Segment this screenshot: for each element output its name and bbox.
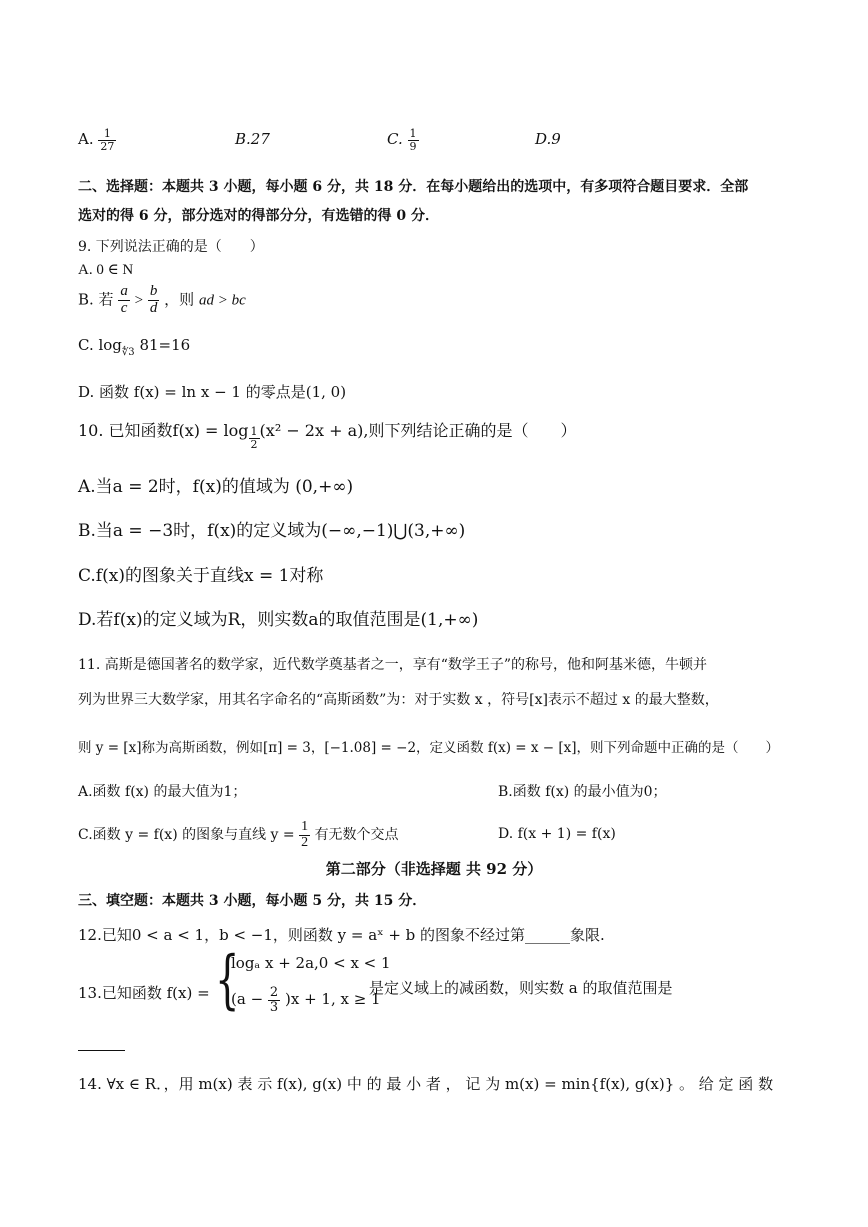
q8-choice-b: B.27	[235, 130, 270, 148]
q13-prefix: 13.已知函数 f(x) =	[78, 984, 210, 1002]
q11-option-a: A.函数 f(x) 的最大值为1；	[78, 784, 247, 800]
q11-option-d: D. f(x + 1) = f(x)	[498, 826, 616, 842]
q9-stem: 9. 下列说法正确的是（ ）	[78, 239, 264, 255]
q9-option-c: C. $\log_{∜3} 81=16$	[78, 336, 191, 358]
q10-option-d: D.若f(x)的定义域为R，则实数a的取值范围是(1,+∞)	[78, 610, 479, 630]
part2-title: 第二部分（非选择题 共 92 分）	[325, 860, 543, 878]
q10-option-c: C.f(x)的图象关于直线x = 1对称	[78, 566, 324, 586]
q9-b-fraction-2: $\frac{b}{d}$	[149, 283, 158, 316]
q13-piece-2: (a − $\frac{2}{3}$ )x + 1, x ≥ 1	[231, 985, 381, 1015]
q11-line-2: 列为世界三大数学家，用其名字命名的“高斯函数”为：对于实数 x ，符号[x]表示不超过 x 的最大整数，	[78, 692, 719, 708]
q10-option-b: B.当a = −3时，f(x)的定义域为(−∞,−1)⋃(3,+∞)	[78, 521, 466, 541]
q9-option-b: B. 若 $\frac{a}{c}$ > $\frac{b}{d}$ ，则 ad > bc	[78, 283, 246, 316]
q11-line-3: 则 y = [x]称为高斯函数，例如[π] = 3，[−1.08] = −2，定义函数 f(x) = x − [x]，则下列命题中正确的是（ ）	[78, 740, 780, 756]
q13-piece-2-fraction: $\frac{2}{3}$	[269, 985, 279, 1015]
q8-choice-a: A. $\frac{1}{27}$	[78, 127, 115, 153]
q13-brace: {	[215, 943, 240, 1017]
q9-option-a: A. 0 ∈ N	[78, 262, 134, 278]
q8-choice-c: C. $\frac{1}{9}$	[387, 127, 417, 153]
q8-choice-d: D.9	[535, 130, 561, 148]
q10-option-a: A.当a = 2时，f(x)的值域为 (0,+∞)	[78, 477, 354, 497]
q8-choice-a-fraction: $\frac{1}{27}$	[100, 127, 115, 153]
q14-text: 14. ∀x ∈ R．，用 m(x) 表 示 f(x), g(x) 中 的 最 小 者 ， 记 为 m(x) = min{f(x), g(x)} 。 给 定 函 数	[78, 1075, 774, 1093]
q11-line-1: 11. 高斯是德国著名的数学家，近代数学奠基者之一，享有“数学王子”的称号，他和阿基米德，牛顿并	[78, 657, 708, 673]
q11-option-c: C.函数 y = f(x) 的图象与直线 y = $\frac{1}{2}$ 有无数个交点	[78, 819, 399, 850]
section2-heading-cont: 选对的得 6 分，部分选对的得部分分，有选错的得 0 分．	[78, 208, 439, 224]
q12-text: 12.已知0 < a < 1，b < −1，则函数 y = aˣ + b 的图象不经过第______象限.	[78, 926, 605, 944]
q11-option-b: B.函数 f(x) 的最小值为0；	[498, 784, 667, 800]
q13-answer-blank	[78, 1050, 125, 1051]
q11-c-fraction: $\frac{1}{2}$	[301, 819, 309, 850]
q13-piece-1: logₐ x + 2a,0 < x < 1	[231, 954, 391, 972]
q9-b-fraction-1: $\frac{a}{c}$	[120, 283, 128, 316]
q9-option-d: D. 函数 f(x) = ln x − 1 的零点是(1, 0)	[78, 383, 347, 401]
section3-heading: 三、填空题：本题共 3 小题，每小题 5 分，共 15 分．	[78, 893, 427, 909]
q8-choice-c-fraction: $\frac{1}{9}$	[409, 127, 417, 153]
q13-tail: 是定义域上的减函数，则实数 a 的取值范围是	[369, 979, 673, 997]
q10-log-base: $\frac{1}{2}$	[250, 425, 258, 451]
section2-heading: 二、选择题：本题共 3 小题，每小题 6 分，共 18 分．在每小题给出的选项中，有多项符合题目要求．全部	[78, 179, 749, 195]
q10-stem: 10. 已知函数f(x) = log $\frac{1}{2}$ (x² − 2x + a),则下列结论正确的是（ ）	[78, 421, 577, 451]
